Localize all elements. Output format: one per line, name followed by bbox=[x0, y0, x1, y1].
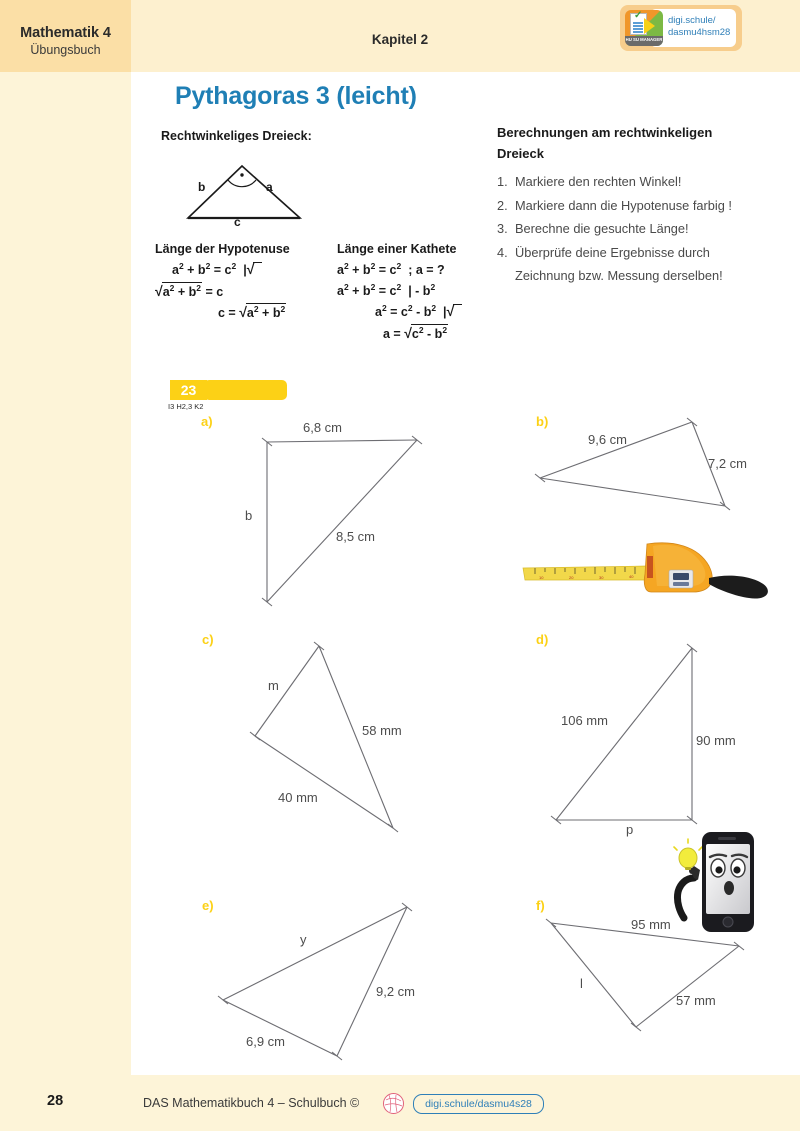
triangle-figure-e bbox=[195, 892, 445, 1067]
instruction-text: Überprüfe deine Ergebnisse durch Zeichnung bzw. Messung derselben! bbox=[515, 244, 723, 283]
task-label-f: f) bbox=[536, 898, 545, 913]
task-label-d: d) bbox=[536, 632, 549, 647]
measure-e-bottom: 6,9 cm bbox=[246, 1034, 286, 1049]
formula-title-hypotenuse: Länge der Hypotenuse bbox=[155, 242, 290, 256]
measure-c-upper-left: m bbox=[268, 678, 279, 693]
measure-a-hyp: 8,5 cm bbox=[336, 529, 376, 544]
instructions-list bbox=[497, 170, 767, 288]
svg-text:10: 10 bbox=[539, 575, 544, 580]
arrow-icon bbox=[644, 18, 655, 34]
measure-f-left: l bbox=[580, 976, 583, 991]
digi-badge-text bbox=[668, 15, 740, 39]
page-header bbox=[0, 0, 800, 72]
publisher-logo-icon bbox=[383, 1093, 404, 1114]
book-subtitle: Übungsbuch bbox=[30, 43, 101, 57]
task-label-c: c) bbox=[202, 632, 214, 647]
instructions-title: Berechnungen am rechtwinkeligen Dreieck bbox=[497, 125, 713, 161]
measuring-tape-illustration bbox=[523, 522, 791, 610]
formula-kathete-line4: $a = √c^2 - b^2$ bbox=[383, 325, 448, 342]
measure-c-right: 58 mm bbox=[362, 723, 402, 738]
instruction-number: 2. bbox=[497, 197, 508, 213]
reference-triangle-figure bbox=[180, 158, 330, 238]
formula-hypotenuse-line2: $√a^2 + b^2 = c$ bbox=[155, 283, 224, 300]
measure-d-bottom: p bbox=[626, 822, 634, 837]
chapter-label: Kapitel 2 bbox=[371, 32, 429, 47]
measure-a-left: b bbox=[245, 508, 253, 523]
instruction-text: Berechne die gesuchte Länge! bbox=[515, 221, 689, 236]
formula-hypotenuse-line3: $c = √a^2 + b^2$ bbox=[218, 304, 286, 321]
ref-triangle-label-c: c bbox=[234, 215, 241, 229]
footer-link[interactable]: digi.schule/dasmu4s28 bbox=[413, 1094, 544, 1114]
hsu-manager-label: HU SU MANAGER bbox=[625, 36, 663, 46]
digi-badge-line1: digi.schule/ bbox=[668, 15, 716, 26]
doc-line bbox=[633, 31, 643, 33]
measure-b-right: 7,2 cm bbox=[708, 456, 748, 471]
doc-line bbox=[633, 28, 643, 30]
instruction-number: 3. bbox=[497, 221, 508, 236]
formula-hypotenuse-line1: $a^2 + b^2 = c^2$ |√ bbox=[172, 261, 262, 277]
left-margin bbox=[0, 72, 131, 1075]
exercise-competency-code: I3 H2,3 K2 bbox=[168, 402, 204, 411]
formula-kathete-line1: $a^2 + b^2 = c^2$ ; a = ? bbox=[337, 261, 445, 278]
measure-b-upper: 9,6 cm bbox=[588, 432, 628, 447]
doc-line bbox=[633, 25, 643, 27]
instruction-number: 4. bbox=[497, 244, 508, 260]
measure-a-top: 6,8 cm bbox=[303, 420, 343, 435]
measure-e-right: 9,2 cm bbox=[376, 984, 416, 999]
measure-e-upper: y bbox=[300, 932, 307, 947]
footer-copyright: DAS Mathematikbuch 4 – Schulbuch © bbox=[143, 1096, 360, 1110]
section-subtitle: Rechtwinkeliges Dreieck: bbox=[161, 129, 312, 143]
book-title: Mathematik 4 bbox=[20, 25, 111, 41]
triangle-figure-d bbox=[520, 628, 780, 838]
measure-d-hyp: 106 mm bbox=[561, 713, 608, 728]
instruction-item-3 bbox=[497, 217, 767, 241]
formula-kathete-line3: $a^2 = c^2 - b^2$ |√ bbox=[375, 303, 462, 319]
task-label-b: b) bbox=[536, 414, 549, 429]
digi-schule-badge[interactable] bbox=[620, 5, 742, 51]
exercise-yellow-bar bbox=[204, 380, 287, 400]
hsu-manager-icon bbox=[625, 10, 663, 46]
task-label-a: a) bbox=[201, 414, 213, 429]
measure-f-right: 57 mm bbox=[676, 993, 716, 1008]
instruction-item-4 bbox=[497, 241, 767, 288]
triangle-figure-a bbox=[190, 412, 450, 602]
task-label-e: e) bbox=[202, 898, 214, 913]
instruction-item-2 bbox=[497, 194, 767, 218]
page-title: Pythagoras 3 (leicht) bbox=[175, 82, 417, 110]
triangle-figure-f bbox=[520, 890, 780, 1040]
measure-d-right: 90 mm bbox=[696, 733, 736, 748]
svg-text:40: 40 bbox=[629, 574, 634, 579]
checkmark-icon: ✓ bbox=[634, 10, 643, 21]
instruction-item-1 bbox=[497, 170, 767, 194]
measure-c-bottom: 40 mm bbox=[278, 790, 318, 805]
doc-line bbox=[633, 22, 643, 24]
formula-kathete-line2: $a^2 + b^2 = c^2$ | - $b^2$ bbox=[337, 282, 436, 299]
formula-title-kathete: Länge einer Kathete bbox=[337, 242, 457, 256]
exercise-number-badge: 23 bbox=[170, 380, 207, 400]
instruction-number: 1. bbox=[497, 174, 508, 189]
ref-triangle-label-b: b bbox=[198, 180, 206, 194]
instruction-text: Markiere dann die Hypotenuse farbig ! bbox=[515, 197, 732, 213]
measure-f-top: 95 mm bbox=[631, 917, 671, 932]
svg-text:30: 30 bbox=[599, 575, 604, 580]
digi-badge-line2: dasmu4hsm28 bbox=[668, 27, 731, 38]
svg-text:20: 20 bbox=[569, 575, 574, 580]
page-number: 28 bbox=[47, 1093, 64, 1109]
instruction-text: Markiere den rechten Winkel! bbox=[515, 174, 682, 189]
ref-triangle-label-a: a bbox=[266, 180, 273, 194]
